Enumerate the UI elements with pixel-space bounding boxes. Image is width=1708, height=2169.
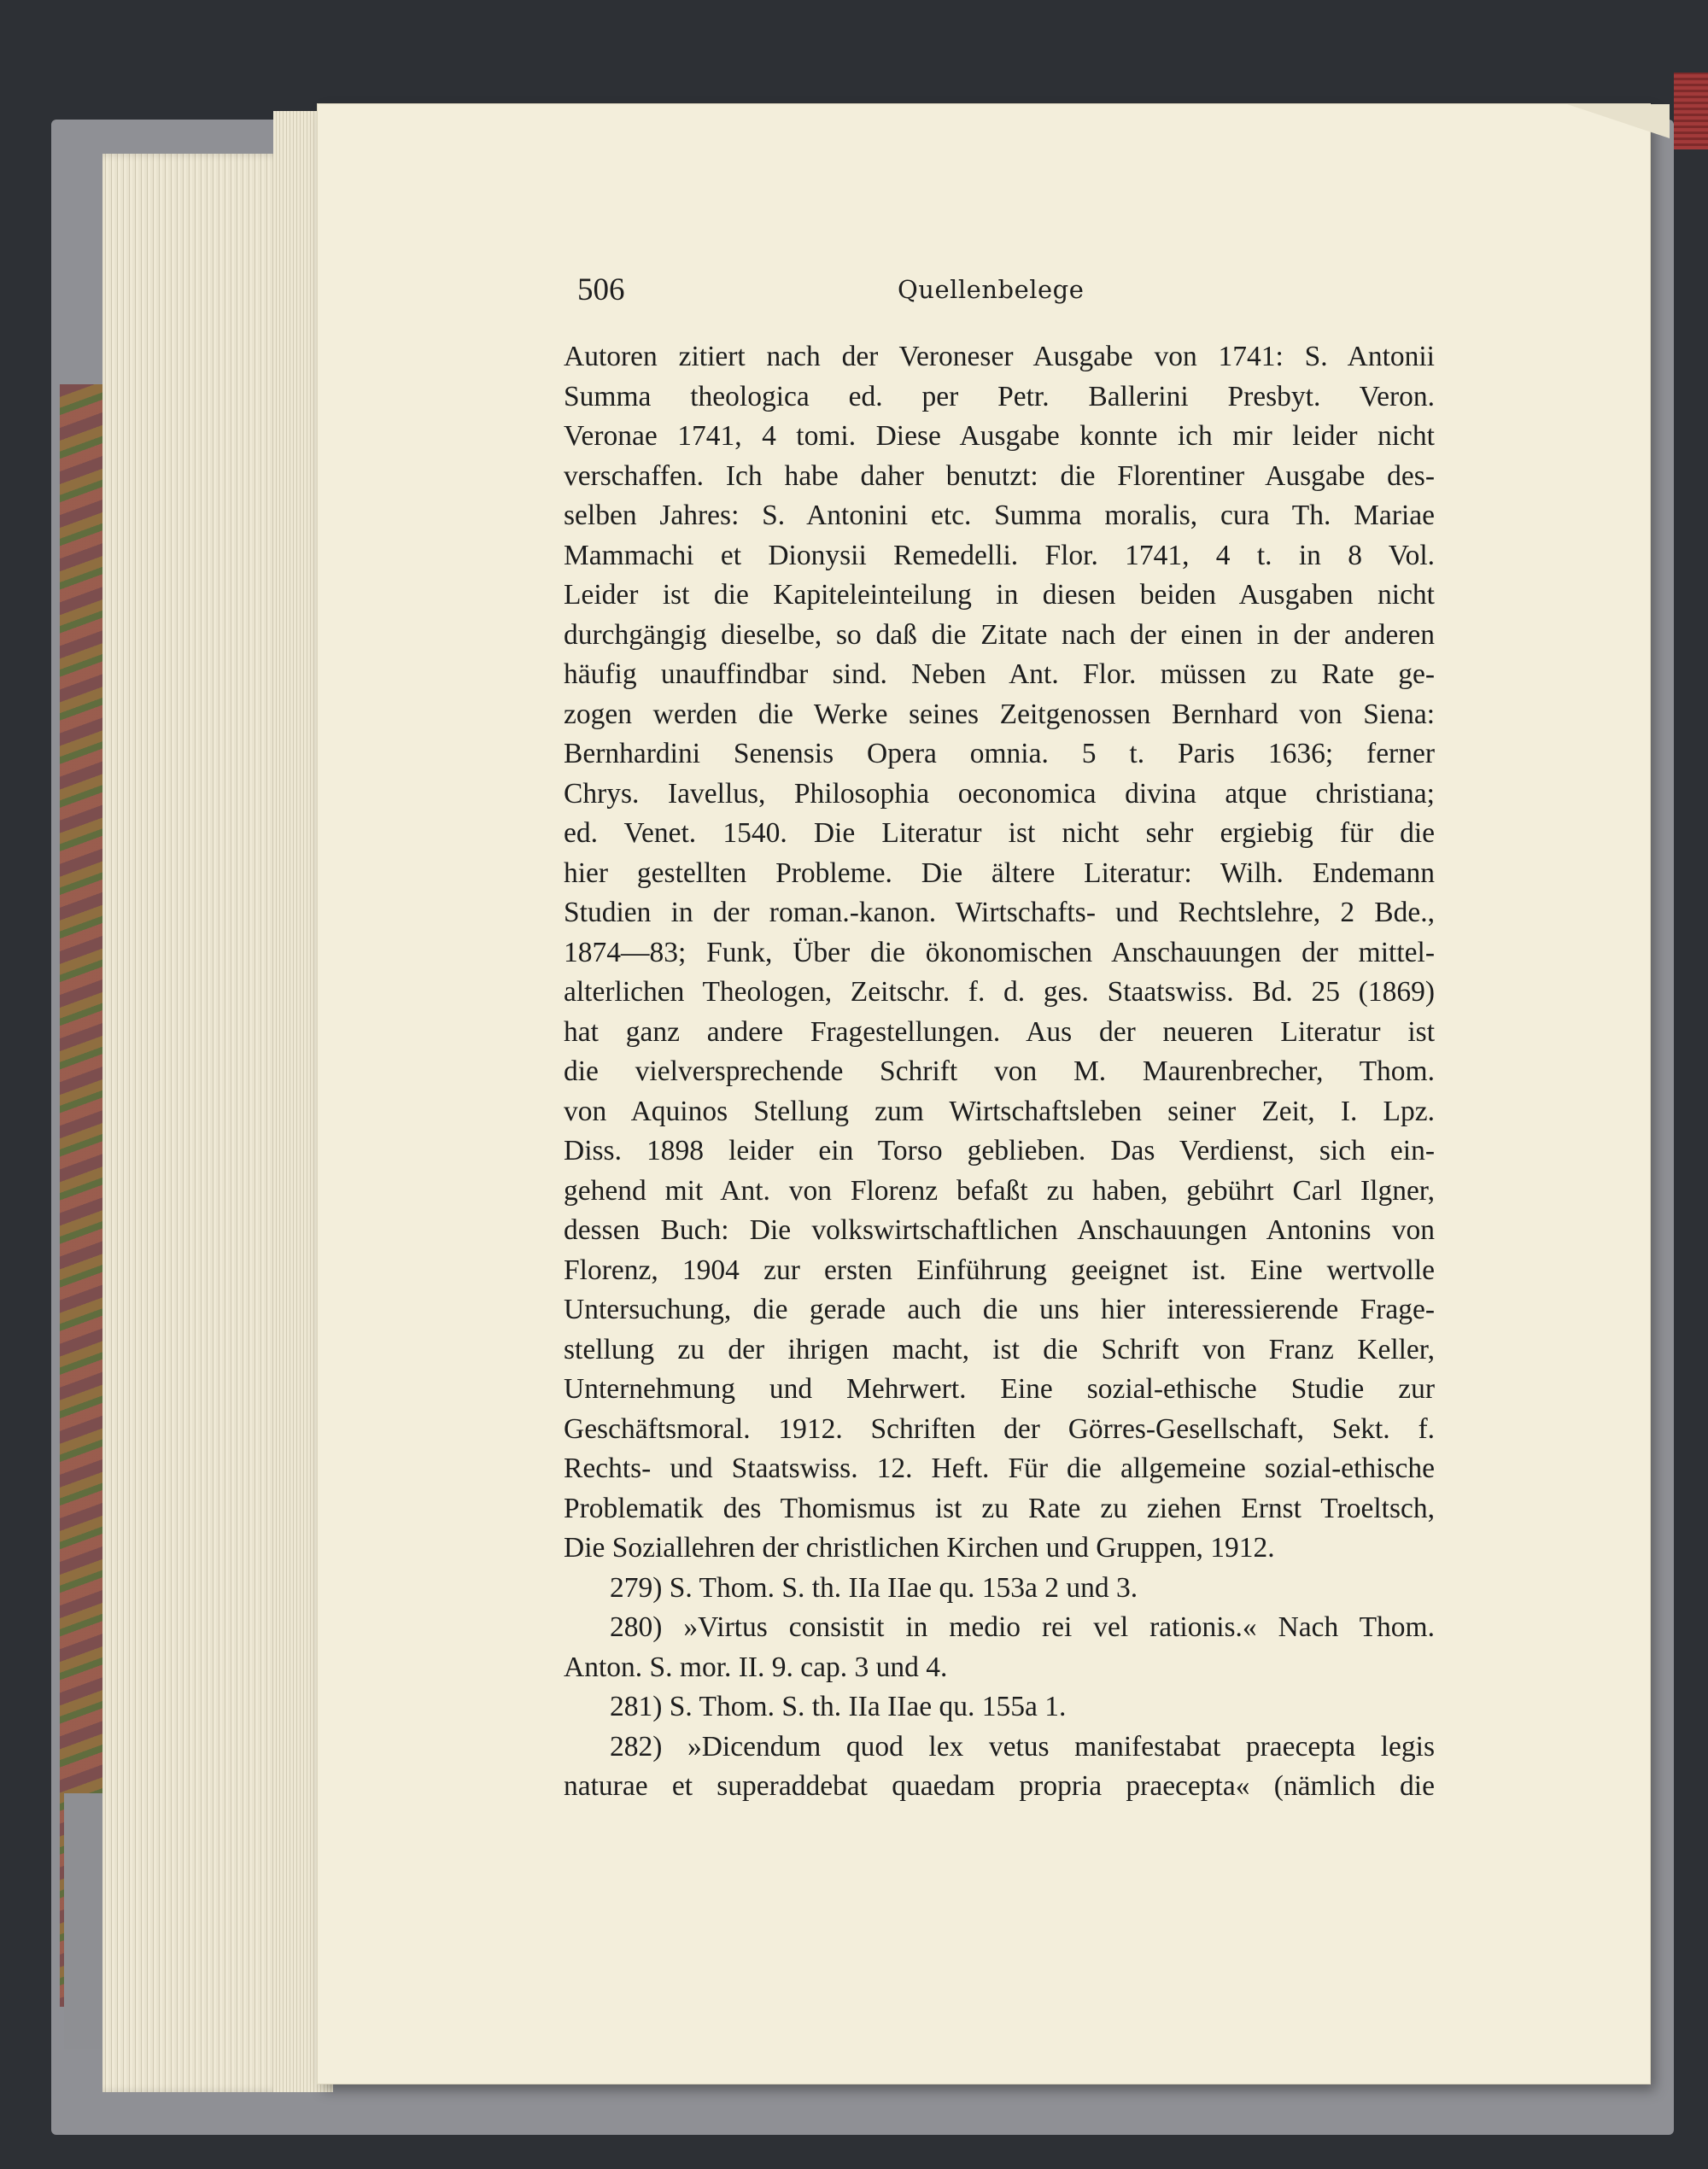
- text-line: Rechts- und Staatswiss. 12. Heft. Für die allgemeine sozial-ethische: [564, 1453, 1435, 1484]
- text-line: von Aquinos Stellung zum Wirtschaftsleben seiner Zeit, I. Lpz.: [564, 1095, 1435, 1127]
- text-line: Leider ist die Kapiteleinteilung in diesen beiden Ausgaben nicht: [564, 579, 1435, 611]
- footnote-282: 282) »Dicendum quod lex vetus manifestabat praecepta legis: [610, 1730, 1435, 1763]
- text-line: Anton. S. mor. II. 9. cap. 3 und 4.: [564, 1651, 948, 1683]
- text-line: hier gestellten Probleme. Die ältere Literatur: Wilh. Endemann: [564, 856, 1435, 889]
- footnote-279: 279) S. Thom. S. th. IIa IIae qu. 153a 2 und 3.: [610, 1571, 1138, 1604]
- text-line: ed. Venet. 1540. Die Literatur ist nicht sehr ergiebig für die: [564, 817, 1435, 849]
- text-line: Summa theologica ed. per Petr. Ballerini Presbyt. Veron.: [564, 380, 1435, 412]
- text-line: hat ganz andere Fragestellungen. Aus der neueren Literatur ist: [564, 1015, 1435, 1048]
- text-line: alterlichen Theologen, Zeitschr. f. d. ges. Staatswiss. Bd. 25 (1869): [564, 976, 1435, 1008]
- text-line: dessen Buch: Die volkswirtschaftlichen Anschauungen Antonins von: [564, 1214, 1435, 1246]
- text-line: Studien in der roman.-kanon. Wirtschafts- und Rechtslehre, 2 Bde.,: [564, 897, 1435, 928]
- text-line: Unternehmung und Mehrwert. Eine sozial-ethische Studie zur: [564, 1373, 1435, 1405]
- text-line: verschaffen. Ich habe daher benutzt: die Florentiner Ausgabe des-: [564, 459, 1435, 492]
- footnote-text-block: [564, 337, 1435, 1807]
- text-line: Problematik des Thomismus ist zu Rate zu ziehen Ernst Troeltsch,: [564, 1492, 1435, 1524]
- text-line: Mammachi et Dionysii Remedelli. Flor. 1741, 4 t. in 8 Vol.: [564, 539, 1435, 571]
- footnote-280: 280) »Virtus consistit in medio rei vel rationis.« Nach Thom.: [610, 1611, 1435, 1643]
- page-header: [577, 272, 1440, 314]
- text-line: Untersuchung, die gerade auch die uns hier interessierende Frage-: [564, 1294, 1435, 1325]
- text-line: Diss. 1898 leider ein Torso geblieben. Das Verdienst, sich ein-: [564, 1135, 1435, 1166]
- text-line: zogen werden die Werke seines Zeitgenossen Bernhard von Siena:: [564, 698, 1435, 730]
- page-number: 506: [577, 272, 625, 307]
- text-line: häufig unauffindbar sind. Neben Ant. Flor. müssen zu Rate ge-: [564, 658, 1435, 690]
- text-line: Bernhardini Senensis Opera omnia. 5 t. Paris 1636; ferner: [564, 738, 1435, 769]
- footnote-281: 281) S. Thom. S. th. IIa IIae qu. 155a 1.: [610, 1691, 1067, 1722]
- text-line: Veronae 1741, 4 tomi. Diese Ausgabe konnte ich mir leider nicht: [564, 420, 1435, 452]
- page-corner-fold: [1567, 104, 1670, 138]
- text-line: die vielversprechende Schrift von M. Maurenbrecher, Thom.: [564, 1055, 1435, 1087]
- text-line: naturae et superaddebat quaedam propria praecepta« (nämlich die: [564, 1770, 1435, 1802]
- text-line: Autoren zitiert nach der Veroneser Ausgabe von 1741: S. Antonii: [564, 341, 1435, 372]
- text-line: stellung zu der ihrigen macht, ist die Schrift von Franz Keller,: [564, 1333, 1435, 1365]
- text-line: Die Soziallehren der christlichen Kirchen und Gruppen, 1912.: [564, 1532, 1275, 1564]
- text-line: durchgängig dieselbe, so daß die Zitate nach der einen in der anderen: [564, 618, 1435, 651]
- text-line: Geschäftsmoral. 1912. Schriften der Görres-Gesellschaft, Sekt. f.: [564, 1412, 1435, 1445]
- text-line: Florenz, 1904 zur ersten Einführung geeignet ist. Eine wertvolle: [564, 1254, 1435, 1286]
- text-line: 1874—83; Funk, Über die ökonomischen Anschauungen der mittel-: [564, 936, 1435, 968]
- text-line: gehend mit Ant. von Florenz befaßt zu haben, gebührt Carl Ilgner,: [564, 1174, 1435, 1207]
- running-head: Quellenbelege: [898, 275, 1085, 304]
- binding-tail: [1674, 73, 1708, 149]
- text-line: selben Jahres: S. Antonini etc. Summa moralis, cura Th. Mariae: [564, 500, 1435, 531]
- text-line: Chrys. Iavellus, Philosophia oeconomica divina atque christiana;: [564, 777, 1435, 810]
